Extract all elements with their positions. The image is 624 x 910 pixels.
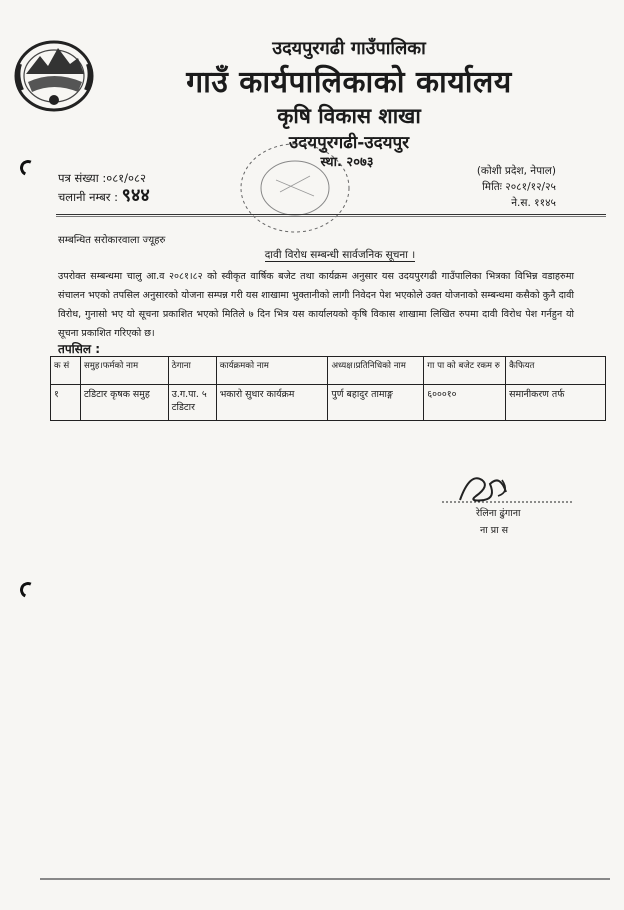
cell-address: उ.ग.पा. ५ टडिटार [168,385,216,421]
signatory-name: रेलिना ढुंगाना [476,508,521,519]
col-header-chairperson: अध्यक्ष।प्रतिनिधिको नाम [328,357,424,385]
col-header-budget: गा पा को बजेट रकम रु [424,357,506,385]
signatory-block [476,505,520,539]
cell-group-name: टडिटार कृषक समुह [80,385,168,421]
signatory-title: ना प्रा स [480,525,509,536]
header-divider-secondary [56,216,606,217]
nepal-sambat-label: ने.स. ११४५ [511,197,556,209]
cell-serial: १ [51,385,81,421]
reference-block [58,170,150,206]
header-divider [56,214,606,215]
dispatch-value: ९४४ [121,185,150,206]
col-header-group-name: समुह।फर्मको नाम [80,357,168,385]
schedule-table [50,356,606,421]
office-address: उदयपुरगढी-उदयपुर [288,133,410,153]
cell-budget: ६०००१० [424,385,506,421]
office-stamp-icon [236,140,354,236]
established-year: स्था. २०७३ [320,155,374,170]
province-label: (कोशी प्रदेश, नेपाल) [476,165,556,177]
notice-body: उपरोक्त सम्बन्धमा चालु आ.व २०८१।८२ को स्वीकृत वार्षिक बजेट तथा कार्यक्रम अनुसार यस उदयपुरगढी गाउँपालिका भित्रका विभिन्न वडाहरुमा संचालन भएको तपसिल अनुसारको योजना सम्पन्न गरी यस शाखामा भुक्तानीको लागी निवेदन पेश भएकोले उक्त योजनाको सम्बन्धमा कसैको कुनै दावी विरोध, गुनासो भए यो सूचना प्रकाशित भएको मितिले ७ दिन भित्र यस कार्यालयको कृषि विकास शाखामा लिखित रुपमा दावी विरोध पेश गर्नहुन यो सूचना प्रकाशित गरिएको छ। [58,271,574,339]
col-header-address: ठेगाना [168,357,216,385]
table-row [51,385,606,421]
subject-line [0,248,624,262]
col-header-program: कार्यक्रमको नाम [216,357,328,385]
dispatch-number [58,187,150,206]
date-label: मितिः २०८१/१२/२५ [482,181,556,193]
col-header-remarks: कैफियत [506,357,606,385]
office-title: गाउँ कार्यपालिकाको कार्यालय [186,65,512,100]
dispatch-label: चलानी नम्बर : [58,190,119,204]
table-header-row [51,357,606,385]
punch-hole-icon [18,580,39,601]
col-header-serial: क सं [51,357,81,385]
date-block [477,163,556,211]
subject-text: दावी विरोध सम्बन्धी सार्वजनिक सूचना । [264,249,416,261]
municipality-name: उदयपुरगढी गाउँपालिका [272,38,426,59]
page-fold-line [40,878,610,880]
recipient-line: सम्बन्धित सरोकारवाला ज्यूहरु [58,235,166,246]
cell-chairperson: पुर्ण बहादुर तामाङ्ग [328,385,424,421]
section-title: कृषि विकास शाखा [277,104,421,128]
cell-program: भकारो सुधार कार्यक्रम [216,385,328,421]
letter-number: पत्र संख्या :०८१/०८२ [58,171,146,185]
schedule-label: तपसिल : [58,342,100,356]
cell-remarks: समानीकरण तर्फ [506,385,606,421]
